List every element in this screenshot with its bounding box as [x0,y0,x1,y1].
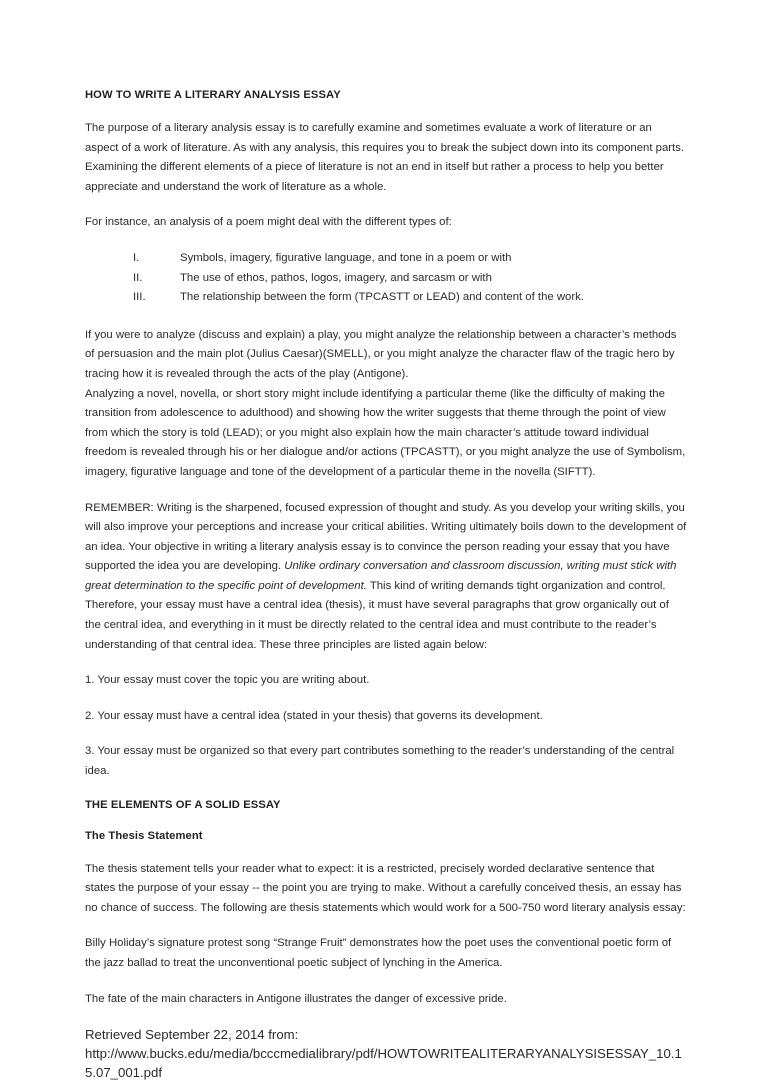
list-item-numeral: II. [133,271,143,284]
paragraph-purpose: The purpose of a literary analysis essay is to carefully examine and sometimes evaluate a work of literature or an aspect of a work of literature. As with any analysis, this requires you to break the subject down into its component parts. Examining the different elements of a piece of literature is not an end in itself but rather a process to help you better appreciate and understand the work of literature as a whole. [85,122,685,193]
paragraph-play-analysis: If you were to analyze (discuss and explain) a play, you might analyze the relationship between a character’s methods of persuasion and the main plot (Julius Caesar)(SMELL), or you might analyze the character flaw of the tragic hero by tracing how it is revealed through the acts of the play (Antigone). [85,328,677,380]
source-url: http://www.bucks.edu/media/bcccmedialibrary/pdf/HOWTOWRITEALITERARYANALYSISESSAY_10.15.07_001.pdf [85,1046,682,1081]
thesis-example-one: Billy Holiday’s signature protest song “Strange Fruit” demonstrates how the poet uses the conventional poetic form of the jazz ballad to treat the unconventional poetic subject of lynching in the America. [85,937,672,969]
list-item-label: Symbols, imagery, figurative language, and tone in a poem or with [180,251,512,264]
principle-one: 1. Your essay must cover the topic you are writing about. [85,674,370,687]
section-heading-thesis-statement: The Thesis Statement [85,829,203,842]
list-item-numeral: III. [133,291,146,304]
list-item-label: The relationship between the form (TPCASTT or LEAD) and content of the work. [180,291,584,304]
paragraph-thesis-explanation: The thesis statement tells your reader what to expect: it is a restricted, precisely worded declarative sentence that states the purpose of your essay -- the point you are trying to make. Without a carefully conceived thesis, an essay has no chance of success. The following are thesis statements which would work for a 500-750 word literary analysis essay: [85,862,686,914]
remember-text-trailing: This kind of writing demands tight organization and control. Therefore, your essay must have a central idea (thesis), it must have several paragraphs that grow organically out of the central idea, and everything in it must be directly related to the central idea and must contribute to the reader’s understanding of that central idea. These three principles are listed again below: [85,579,669,651]
remember-emphasis: Unlike ordinary conversation and classroom discussion, writing must stick with great determination to the specific point of development. [85,560,677,592]
list-item [85,249,687,269]
principle-two: 2. Your essay must have a central idea (stated in your thesis) that governs its development. [85,709,543,722]
source-citation [85,1025,687,1082]
principle-three: 3. Your essay must be organized so that every part contributes something to the reader’s understanding of the central idea. [85,745,675,778]
poem-types-list [85,249,687,308]
page-title: HOW TO WRITE A LITERARY ANALYSIS ESSAY [85,89,341,101]
paragraph-for-instance: For instance, an analysis of a poem might deal with the different types of: [85,216,452,229]
section-heading-elements: THE ELEMENTS OF A SOLID ESSAY [85,798,281,811]
list-item [85,269,687,289]
paragraph-novel-analysis: Analyzing a novel, novella, or short story might include identifying a particular theme (like the difficulty of making the transition from adolescence to adulthood) and showing how the writer suggests that theme through the point of view from which the story is told (LEAD); or you might also explain how the main character’s attitude toward individual freedom is revealed through his or her dialogue and/or actions (TPCASTT), or you might analyze the use of Symbolism, imagery, figurative language and tone of the development of a particular theme in the novella (SIFTT). [85,387,686,478]
thesis-example-two: The fate of the main characters in Antigone illustrates the danger of excessive pride. [85,992,507,1005]
document-body [85,88,687,1082]
remember-text-leading: REMEMBER: Writing is the sharpened, focused expression of thought and study. As you develop your writing skills, you will also improve your perceptions and increase your critical abilities. Writing ultimately boils down to the development of an idea. Your objective in writing a literary analysis essay is to convince the person reading your essay that you have supported the idea you are developing. [85,501,687,573]
paragraph-remember [85,499,687,656]
retrieved-date-line: Retrieved September 22, 2014 from: [85,1027,299,1043]
list-item-label: The use of ethos, pathos, logos, imagery, and sarcasm or with [180,271,492,284]
list-item [85,288,687,308]
list-item-numeral: I. [133,251,140,264]
